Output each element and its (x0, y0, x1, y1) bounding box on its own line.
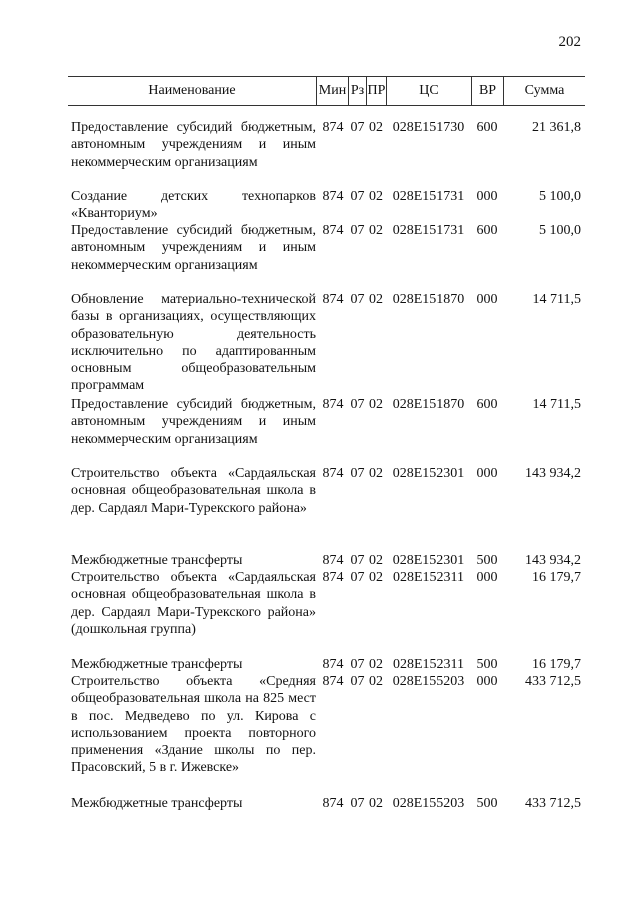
row-rz: 07 (350, 466, 365, 481)
row-pr: 02 (369, 120, 383, 135)
row-pr: 02 (369, 466, 383, 481)
row-name: Создание детских технопарков «Кванториум» (71, 189, 316, 222)
header-sum: Сумма (503, 77, 585, 105)
table-header (68, 76, 585, 106)
row-min: 874 (322, 570, 344, 585)
row-sum: 143 934,2 (525, 466, 581, 481)
row-pr: 02 (369, 292, 383, 307)
row-vr: 500 (476, 796, 498, 811)
row-cs: 028E151731 (392, 189, 465, 204)
row-rz: 07 (350, 223, 365, 238)
row-sum: 16 179,7 (532, 657, 581, 672)
row-cs: 028E152301 (392, 466, 465, 481)
header-name: Наименование (148, 83, 236, 98)
row-pr: 02 (369, 397, 383, 412)
row-sum: 433 712,5 (525, 674, 581, 689)
row-vr: 000 (476, 466, 498, 481)
row-pr: 02 (369, 189, 383, 204)
row-min: 874 (322, 553, 344, 568)
row-sum: 433 712,5 (525, 796, 581, 811)
row-rz: 07 (350, 570, 365, 585)
header-min: Мин (316, 77, 348, 105)
header-vr: ВР (471, 77, 503, 105)
row-vr: 000 (476, 674, 498, 689)
row-min: 874 (322, 292, 344, 307)
row-name: Межбюджетные трансферты (71, 553, 243, 568)
row-vr: 600 (476, 120, 498, 135)
row-cs: 028E151870 (392, 397, 465, 412)
row-sum: 5 100,0 (539, 223, 581, 238)
row-sum: 14 711,5 (532, 292, 581, 307)
page-number: 202 (558, 34, 581, 50)
row-cs: 028E152301 (392, 553, 465, 568)
row-cs: 028E155203 (392, 796, 465, 811)
row-min: 874 (322, 657, 344, 672)
row-vr: 000 (476, 570, 498, 585)
row-cs: 028E152311 (392, 657, 465, 672)
row-pr: 02 (369, 657, 383, 672)
header-rz: Рз (348, 77, 366, 105)
row-name: Межбюджетные трансферты (71, 657, 243, 672)
row-pr: 02 (369, 796, 383, 811)
row-name: Строительство объекта «Средняя общеобразовательная школа на 825 мест в пос. Медведево по ул. Кирова с использованием проекта повторного применения «Здание школы по пер. Прасовский, 5 в г. Ижевске» (71, 674, 316, 776)
row-name: Обновление материально-технической базы в организациях, осуществляющих образовательную деятельность исключительно по адаптированным основным общеобразовательным программам (71, 292, 316, 394)
row-name: Строительство объекта «Сардаяльская основная общеобразовательная школа в дер. Сардаял Мари-Турекского района» (71, 466, 316, 516)
row-min: 874 (322, 397, 344, 412)
row-rz: 07 (350, 397, 365, 412)
row-name: Строительство объекта «Сардаяльская основная общеобразовательная школа в дер. Сардаял Мари-Турекского района» (дошкольная группа) (71, 570, 316, 637)
header-pr: ПР (366, 77, 386, 105)
row-vr: 500 (476, 553, 498, 568)
row-sum: 143 934,2 (525, 553, 581, 568)
row-rz: 07 (350, 120, 365, 135)
row-sum: 21 361,8 (532, 120, 581, 135)
row-vr: 000 (476, 292, 498, 307)
row-name: Предоставление субсидий бюджетным, автономным учреждениям и иным некоммерческим организациям (71, 120, 316, 170)
row-vr: 500 (476, 657, 498, 672)
row-vr: 600 (476, 223, 498, 238)
row-pr: 02 (369, 674, 383, 689)
header-cs: ЦС (386, 77, 471, 105)
row-min: 874 (322, 120, 344, 135)
row-pr: 02 (369, 553, 383, 568)
row-cs: 028E151730 (392, 120, 465, 135)
row-min: 874 (322, 466, 344, 481)
row-name: Предоставление субсидий бюджетным, автономным учреждениям и иным некоммерческим организациям (71, 397, 316, 447)
row-rz: 07 (350, 553, 365, 568)
row-name: Предоставление субсидий бюджетным, автономным учреждениям и иным некоммерческим организациям (71, 223, 316, 273)
row-sum: 16 179,7 (532, 570, 581, 585)
row-min: 874 (322, 674, 344, 689)
row-pr: 02 (369, 570, 383, 585)
row-min: 874 (322, 796, 344, 811)
row-pr: 02 (369, 223, 383, 238)
row-cs: 028E152311 (392, 570, 465, 585)
row-vr: 000 (476, 189, 498, 204)
row-cs: 028E155203 (392, 674, 465, 689)
row-cs: 028E151870 (392, 292, 465, 307)
row-cs: 028E151731 (392, 223, 465, 238)
row-sum: 5 100,0 (539, 189, 581, 204)
row-sum: 14 711,5 (532, 397, 581, 412)
row-rz: 07 (350, 657, 365, 672)
row-rz: 07 (350, 292, 365, 307)
row-min: 874 (322, 189, 344, 204)
row-rz: 07 (350, 674, 365, 689)
row-name: Межбюджетные трансферты (71, 796, 243, 811)
row-rz: 07 (350, 796, 365, 811)
row-min: 874 (322, 223, 344, 238)
row-rz: 07 (350, 189, 365, 204)
row-vr: 600 (476, 397, 498, 412)
